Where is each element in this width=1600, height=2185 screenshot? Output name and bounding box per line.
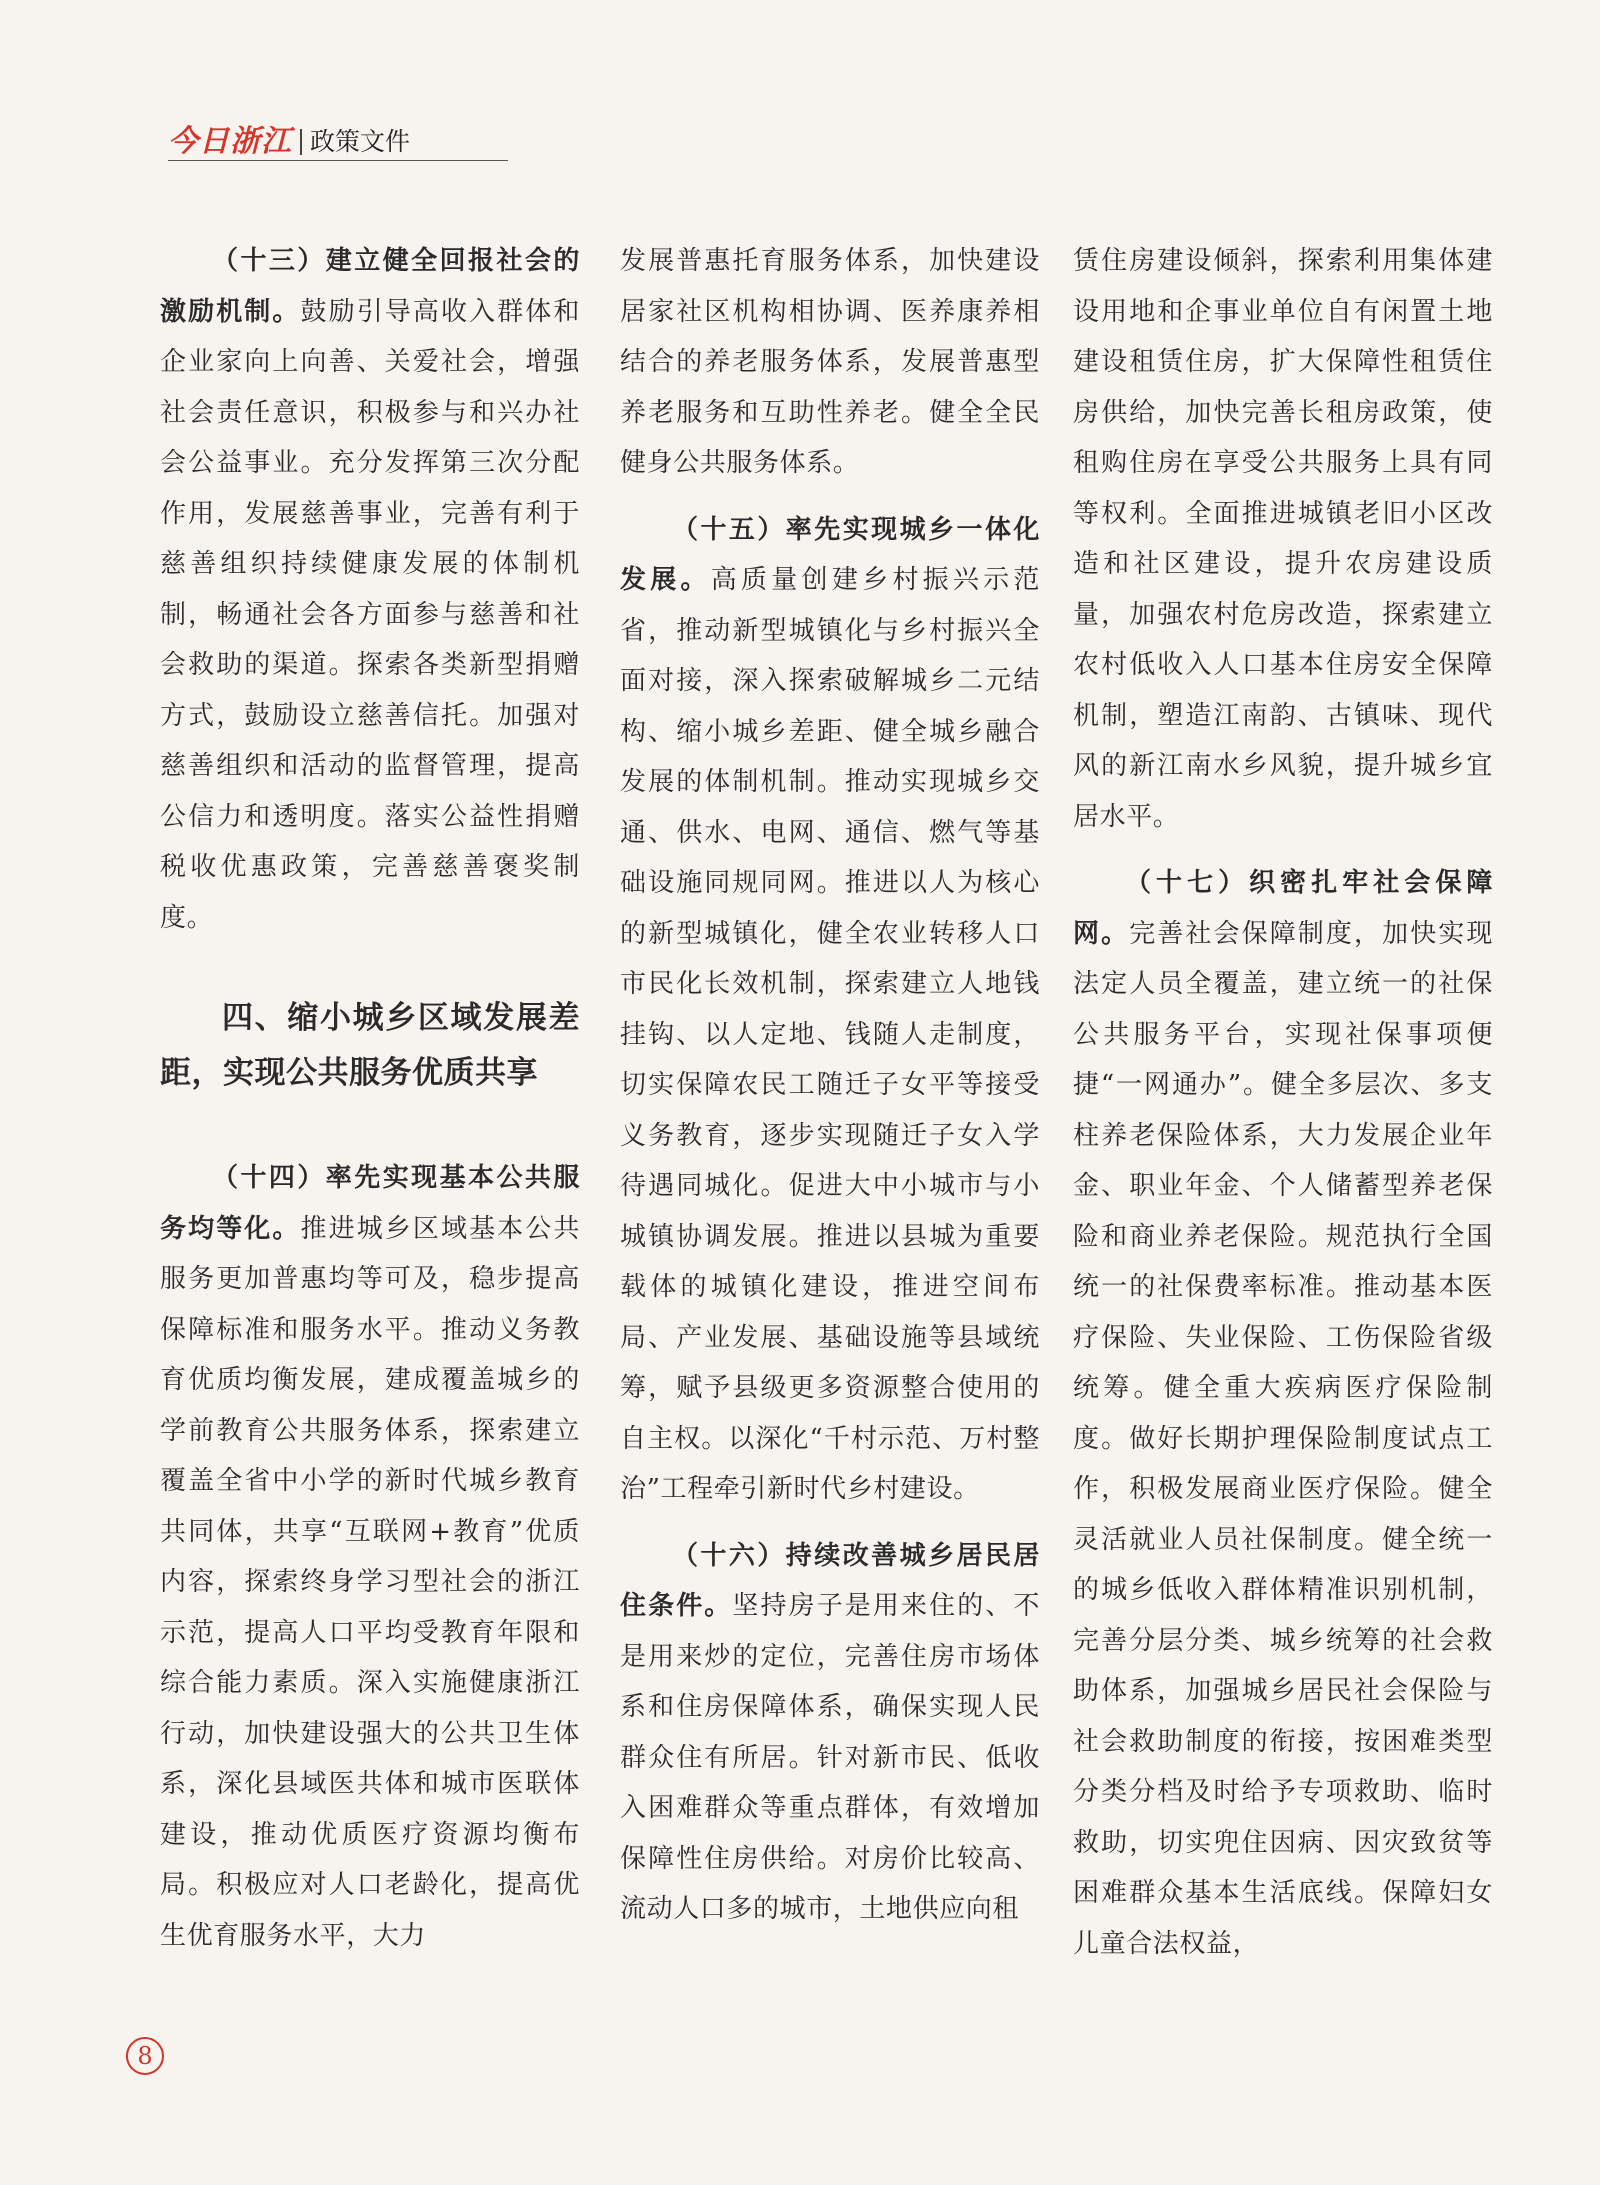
paragraph-16 [620, 1531, 1040, 1935]
text-column-1 [160, 236, 580, 1977]
paragraph-body: 发展普惠托育服务体系，加快建设居家社区机构相协调、医养康养相结合的养老服务体系，发展普惠型养老服务和互助性养老。健全全民健身公共服务体系。 [620, 246, 1040, 478]
page-number: 8 [126, 2037, 164, 2075]
chapter-heading: 四、缩小城乡区域发展差距，实现公共服务优质共享 [160, 1000, 580, 1091]
paragraph-14 [160, 1153, 580, 1961]
paragraph-body: 推进城乡区域基本公共服务更加普惠均等可及，稳步提高保障标准和服务水平。推动义务教育优质均衡发展，建成覆盖城乡的学前教育公共服务体系，探索建立覆盖全省中小学的新时代城乡教育共同体，共享“互联网+教育”优质内容，探索终身学习型社会的浙江示范，提高人口平均受教育年限和综合能力素质。深入实施健康浙江行动，加快建设强大的公共卫生体系，深化县域医共体和城市医联体建设，推动优质医疗资源均衡布局。积极应对人口老龄化，提高优生优育服务水平，大力 [160, 1213, 580, 1951]
header-divider [300, 129, 302, 155]
paragraph-lead: （十四）率先实现基本公共服务均等化。 [160, 1163, 580, 1244]
paragraph-body: 坚持房子是用来住的、不是用来炒的定位，完善住房市场体系和住房保障体系，确保实现人民群众住有所居。针对新市民、低收入困难群众等重点群体，有效增加保障性住房供给。对房价比较高、流动人口多的城市，土地供应向租 [620, 1591, 1040, 1924]
paragraph-17 [1073, 858, 1493, 1969]
paragraph-lead: （十三）建立健全回报社会的激励机制。 [160, 246, 580, 327]
paragraph-body: 高质量创建乡村振兴示范省，推动新型城镇化与乡村振兴全面对接，深入探索破解城乡二元结构、缩小城乡差距、健全城乡融合发展的体制机制。推动实现城乡交通、供水、电网、通信、燃气等基础设施同规同网。推进以人为核心的新型城镇化，健全农业转移人口市民化长效机制，探索建立人地钱挂钩、以人定地、钱随人走制度，切实保障农民工随迁子女平等接受义务教育，逐步实现随迁子女入学待遇同城化。促进大中小城市与小城镇协调发展。推进以县城为重要载体的城镇化建设，推进空间布局、产业发展、基础设施等县域统筹，赋予县级更多资源整合使用的自主权。以深化“千村示范、万村整治”工程牵引新时代乡村建设。 [620, 565, 1040, 1504]
text-column-3 [1073, 236, 1493, 1985]
magazine-logo: 今日浙江 [168, 124, 292, 159]
paragraph-body: 赁住房建设倾斜，探索利用集体建设用地和企事业单位自有闲置土地建设租赁住房，扩大保障性租赁住房供给，加快完善长租房政策，使租购住房在享受公共服务上具有同等权利。全面推进城镇老旧小区改造和社区建设，提升农房建设质量，加强农村危房改造，探索建立农村低收入人口基本住房安全保障机制，塑造江南韵、古镇味、现代风的新江南水乡风貌，提升城乡宜居水平。 [1073, 246, 1493, 832]
paragraph-continued [1073, 236, 1493, 842]
section-title: 政策文件 [310, 127, 411, 156]
paragraph-continued [620, 236, 1040, 489]
paragraph-lead: （十六）持续改善城乡居民居住条件。 [620, 1540, 1040, 1621]
paragraph-13 [160, 236, 580, 943]
text-column-2 [620, 236, 1040, 1951]
paragraph-lead: （十七）织密扎牢社会保障网。 [1073, 868, 1493, 949]
paragraph-lead: （十五）率先实现城乡一体化发展。 [620, 514, 1040, 595]
paragraph-body: 完善社会保障制度，加快实现法定人员全覆盖，建立统一的社保公共服务平台，实现社保事项便捷“一网通办”。健全多层次、多支柱养老保险体系，大力发展企业年金、职业年金、个人储蓄型养老保险和商业养老保险。规范执行全国统一的社保费率标准。推动基本医疗保险、失业保险、工伤保险省级统筹。健全重大疾病医疗保险制度。做好长期护理保险制度试点工作，积极发展商业医疗保险。健全灵活就业人员社保制度。健全统一的城乡低收入群体精准识别机制，完善分层分类、城乡统筹的社会救助体系，加强城乡居民社会保险与社会救助制度的衔接，按困难类型分类分档及时给予专项救助、临时救助，切实兜住因病、因灾致贫等困难群众基本生活底线。保障妇女儿童合法权益， [1073, 918, 1493, 1959]
paragraph-15 [620, 505, 1040, 1515]
paragraph-body: 鼓励引导高收入群体和企业家向上向善、关爱社会，增强社会责任意识，积极参与和兴办社会公益事业。充分发挥第三次分配作用，发展慈善事业，完善有利于慈善组织持续健康发展的体制机制，畅通社会各方面参与慈善和社会救助的渠道。探索各类新型捐赠方式，鼓励设立慈善信托。加强对慈善组织和活动的监督管理，提高公信力和透明度。落实公益性捐赠税收优惠政策，完善慈善褒奖制度。 [160, 296, 580, 933]
page-header [168, 124, 508, 161]
